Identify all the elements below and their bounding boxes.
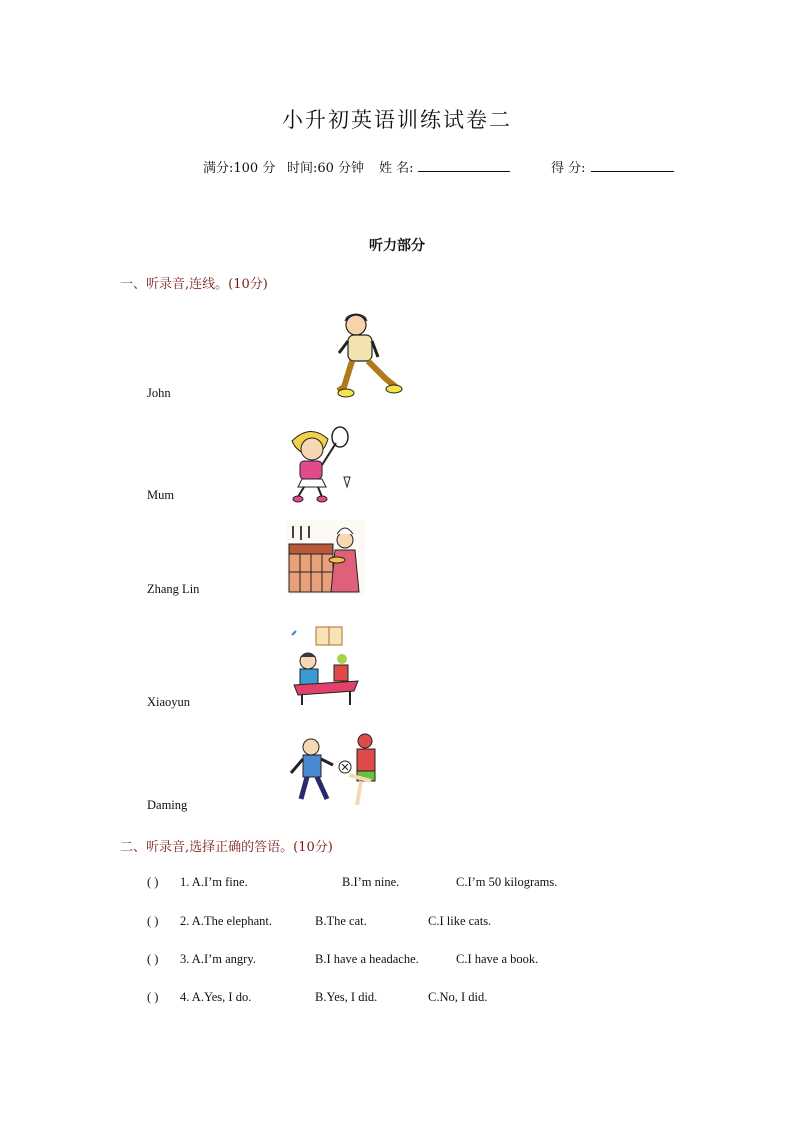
name-daming: Daming: [147, 798, 188, 812]
grade-label: 得 分:: [551, 161, 586, 176]
q3-answer-bracket[interactable]: ( ): [147, 952, 159, 966]
score-info: 满分:100 分: [203, 161, 276, 176]
time-info: 时间:60 分钟: [287, 161, 365, 176]
name-zhang-lin: Zhang Lin: [147, 582, 200, 596]
girl-badminton-picture: [284, 423, 362, 503]
section-title: 听力部分: [369, 238, 425, 254]
page-title: 小升初英语训练试卷二: [282, 108, 512, 132]
part2-heading: 二、听录音,选择正确的答语。(10分): [120, 840, 333, 855]
boy-reading-picture: [288, 625, 366, 707]
q4-answer-bracket[interactable]: ( ): [147, 990, 159, 1004]
q3-option-c: C.I have a book.: [456, 952, 539, 966]
q4-option-a: 4. A.Yes, I do.: [180, 990, 252, 1004]
q3-option-b: B.I have a headache.: [315, 952, 419, 966]
woman-cooking-picture: [287, 520, 365, 595]
man-dancing-picture: [334, 309, 404, 401]
q3-option-a: 3. A.I’m angry.: [180, 952, 256, 966]
q1-answer-bracket[interactable]: ( ): [147, 875, 159, 889]
q2-option-a: 2. A.The elephant.: [180, 914, 272, 928]
q1-option-c: C.I’m 50 kilograms.: [456, 875, 558, 889]
part1-heading: 一、听录音,连线。(10分): [120, 277, 268, 292]
name-field[interactable]: [418, 158, 510, 172]
name-label: 姓 名:: [379, 161, 414, 176]
q1-option-b: B.I’m nine.: [342, 875, 400, 889]
q4-option-c: C.No, I did.: [428, 990, 488, 1004]
q4-option-b: B.Yes, I did.: [315, 990, 378, 1004]
q2-option-b: B.The cat.: [315, 914, 367, 928]
q2-answer-bracket[interactable]: ( ): [147, 914, 159, 928]
grade-field[interactable]: [591, 158, 674, 172]
name-mum: Mum: [147, 488, 175, 502]
name-john: John: [147, 386, 171, 400]
q2-option-c: C.I like cats.: [428, 914, 492, 928]
name-xiaoyun: Xiaoyun: [147, 695, 191, 709]
boys-football-picture: [287, 733, 387, 813]
q1-option-a: 1. A.I’m fine.: [180, 875, 248, 889]
